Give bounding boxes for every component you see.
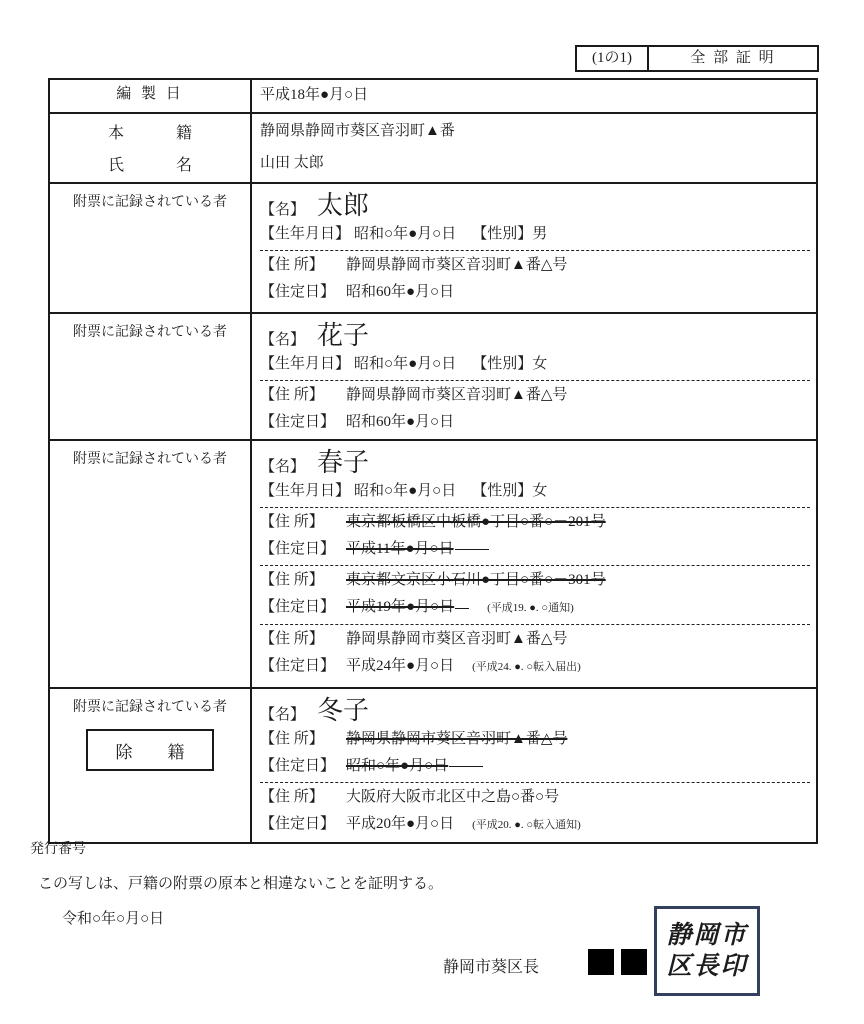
compilation-date-value: 平成18年●月○日	[260, 87, 369, 103]
person-record-row	[50, 439, 816, 687]
address-line	[260, 567, 810, 594]
honseki-shimei-values	[252, 114, 816, 182]
certification-type-box: 全 部 証 明	[649, 45, 819, 72]
strike-extension	[455, 608, 469, 609]
address-value-struck: 東京都文京区小石川●丁目○番○－301号	[346, 572, 606, 588]
birth-line	[260, 351, 810, 378]
address-label: 【住 所】	[260, 257, 324, 273]
move-in-date-line	[260, 409, 810, 436]
strike-extension	[455, 549, 489, 550]
entry-note: (平成19. ●. ○通知)	[487, 602, 574, 614]
issuer-title: 静岡市葵区長	[443, 959, 540, 976]
person-name: 太郎	[317, 191, 370, 220]
birth-label: 【生年月日】	[260, 356, 351, 372]
address-entry	[260, 782, 810, 839]
address-value: 静岡県静岡市葵区音羽町▲番△号	[346, 631, 568, 647]
person-record-row	[50, 182, 816, 312]
birth-label: 【生年月日】	[260, 226, 351, 242]
birth-date: 昭和○年●月○日	[354, 356, 457, 372]
registered-domicile-value: 静岡県静岡市葵区音羽町▲番	[260, 123, 455, 139]
sex-value: 男	[532, 226, 548, 242]
address-value-struck: 静岡県静岡市葵区音羽町▲番△号	[346, 731, 568, 747]
person-record-details	[252, 689, 816, 842]
sex-label: 【性別】	[472, 356, 533, 372]
address-line	[260, 626, 810, 653]
name-label: 【名】	[260, 202, 306, 218]
move-in-date-label: 【住定日】	[260, 758, 336, 774]
address-label: 【住 所】	[260, 514, 324, 530]
issue-date: 令和○年○月○日	[62, 911, 165, 927]
official-seal	[654, 906, 760, 996]
move-in-date-line	[260, 653, 810, 681]
table-row	[50, 112, 816, 182]
move-in-date-value: 昭和60年●月○日	[346, 414, 455, 430]
issue-number-label: 発行番号	[30, 842, 86, 857]
address-entry-struck	[260, 565, 810, 622]
redaction-square	[621, 949, 647, 975]
full-name-label: 氏 名	[107, 157, 210, 174]
move-in-date-value-struck: 昭和○年●月○日	[346, 758, 449, 774]
address-value: 静岡県静岡市葵区音羽町▲番△号	[346, 257, 568, 273]
address-value: 静岡県静岡市葵区音羽町▲番△号	[346, 387, 568, 403]
birth-date: 昭和○年●月○日	[354, 483, 457, 499]
move-in-date-value-struck: 平成11年●月○日	[346, 541, 454, 557]
honseki-shimei-labels	[50, 114, 252, 182]
person-row-label: 附票に記録されている者	[50, 441, 252, 687]
move-in-date-label: 【住定日】	[260, 284, 336, 300]
move-in-date-label: 【住定日】	[260, 541, 336, 557]
address-entry-struck	[260, 507, 810, 563]
move-in-date-value-struck: 平成19年●月○日	[346, 599, 455, 615]
address-entry	[260, 624, 810, 681]
name-label: 【名】	[260, 459, 306, 475]
table-row	[50, 80, 816, 112]
name-line	[260, 442, 810, 478]
move-in-date-value: 昭和60年●月○日	[346, 284, 455, 300]
address-value-struck: 東京都板橋区中板橋●丁目○番○－201号	[346, 514, 606, 530]
move-in-date-line	[260, 536, 810, 563]
move-in-date-line	[260, 753, 810, 780]
move-in-date-label: 【住定日】	[260, 816, 336, 832]
address-line	[260, 784, 810, 811]
move-in-date-label: 【住定日】	[260, 599, 336, 615]
compilation-date-label: 編 製 日	[50, 80, 252, 112]
seal-text-line1: 静岡市	[666, 921, 748, 949]
redacted-name-blocks	[588, 949, 647, 975]
person-record-details	[252, 314, 816, 439]
document-footer	[0, 836, 864, 1024]
seal-text-line2: 区長印	[666, 953, 748, 980]
sex-label: 【性別】	[472, 483, 533, 499]
person-record-details	[252, 184, 816, 312]
address-label: 【住 所】	[260, 572, 324, 588]
removed-from-register-box: 除 籍	[86, 729, 214, 771]
page-number-box: (1の1)	[575, 45, 649, 72]
birth-line	[260, 221, 810, 248]
birth-date: 昭和○年●月○日	[354, 226, 457, 242]
address-entry	[260, 380, 810, 436]
registered-domicile-label: 本 籍	[107, 125, 210, 142]
sex-value: 女	[532, 483, 548, 499]
address-label: 【住 所】	[260, 387, 324, 403]
person-name: 春子	[317, 448, 370, 477]
move-in-date-line	[260, 594, 810, 622]
sex-value: 女	[532, 356, 548, 372]
person-record-details	[252, 441, 816, 687]
person-row-label: 附票に記録されている者	[73, 700, 227, 715]
person-name: 花子	[317, 321, 370, 350]
move-in-date-label: 【住定日】	[260, 658, 336, 674]
name-label: 【名】	[260, 332, 306, 348]
certification-statement: この写しは、戸籍の附票の原本と相違ないことを証明する。	[38, 876, 444, 892]
person-row-label: 附票に記録されている者	[50, 314, 252, 439]
name-line	[260, 185, 810, 221]
move-in-date-line	[260, 279, 810, 306]
entry-note: (平成24. ●. ○転入届出)	[472, 661, 581, 673]
redaction-square	[588, 949, 614, 975]
address-line	[260, 252, 810, 279]
person-name: 冬子	[317, 696, 370, 725]
move-in-date-value: 平成20年●月○日	[346, 816, 455, 832]
move-in-date-line	[260, 811, 810, 839]
certificate-header	[575, 45, 819, 72]
register-table	[48, 78, 818, 844]
birth-line	[260, 478, 810, 505]
name-line	[260, 690, 810, 726]
address-line	[260, 509, 810, 536]
address-entry-struck	[260, 726, 810, 780]
full-name-value: 山田 太郎	[260, 155, 324, 171]
address-label: 【住 所】	[260, 731, 324, 747]
move-in-date-label: 【住定日】	[260, 414, 336, 430]
person-record-row	[50, 687, 816, 842]
sex-label: 【性別】	[472, 226, 533, 242]
person-row-label-cell	[50, 689, 252, 842]
address-label: 【住 所】	[260, 631, 324, 647]
entry-note: (平成20. ●. ○転入通知)	[472, 819, 581, 831]
move-in-date-value: 平成24年●月○日	[346, 658, 455, 674]
address-value: 大阪府大阪市北区中之島○番○号	[346, 789, 560, 805]
address-label: 【住 所】	[260, 789, 324, 805]
name-line	[260, 315, 810, 351]
name-label: 【名】	[260, 707, 306, 723]
strike-extension	[449, 766, 483, 767]
address-line	[260, 726, 810, 753]
address-line	[260, 382, 810, 409]
birth-label: 【生年月日】	[260, 483, 351, 499]
person-record-row	[50, 312, 816, 439]
person-row-label: 附票に記録されている者	[50, 184, 252, 312]
address-entry	[260, 250, 810, 306]
